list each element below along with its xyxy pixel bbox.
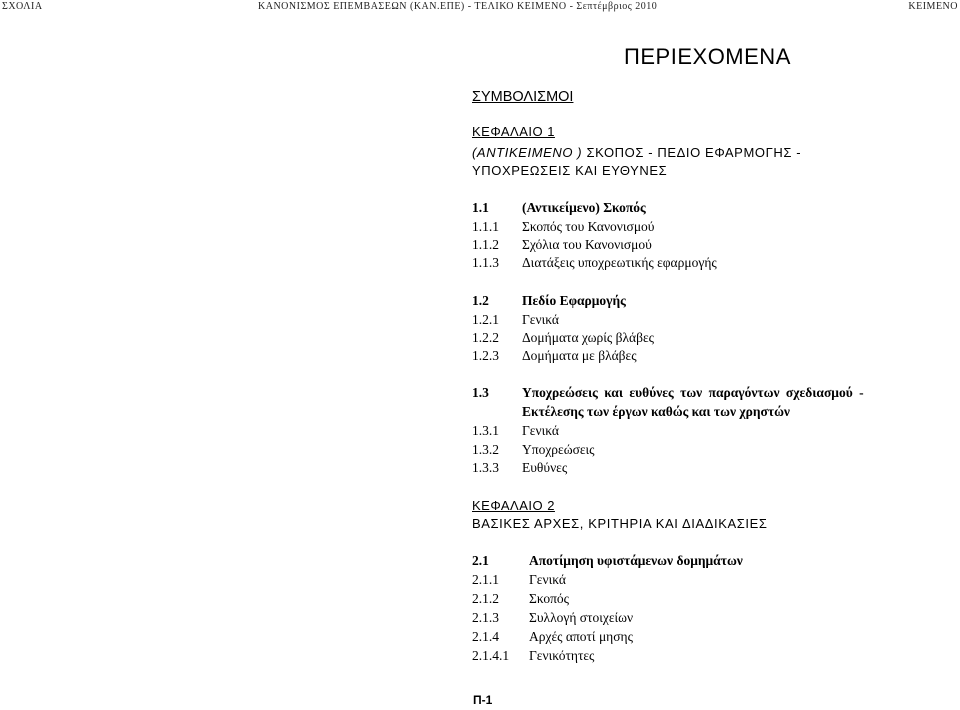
entry-number: 2.1.3 [472,610,499,625]
toc-symbols-link[interactable]: ΣΥΜΒΟΛΙΣΜΟΙ [472,89,574,105]
entry-number: 2.1 [472,553,489,568]
entry-title: Δομήματα με βλάβες [522,348,637,363]
entry-title: Γενικότητες [529,648,595,663]
entry-title: Διατάξεις υποχρεωτικής εφαρμογής [522,255,717,270]
entry-number: 1.3.1 [472,423,499,438]
entry-title: Γενικά [522,312,559,327]
page-title: ΠΕΡΙΕΧΟΜΕΝΑ [624,44,791,69]
page-number: Π-1 [473,693,493,707]
entry-title: Υποχρεώσεις και ευθύνες των παραγόντων σχεδιασμού - [522,385,864,400]
entry-number: 2.1.2 [472,591,499,606]
entry-title: Υποχρεώσεις [522,442,595,457]
entry-number: 1.2.1 [472,312,499,327]
entry-number: 1.2 [472,293,489,308]
chapter-2-label[interactable]: ΚΕΦΑΛΑΙΟ 2 [472,498,555,513]
entry-number: 1.2.2 [472,330,499,345]
entry-number: 1.2.3 [472,348,499,363]
entry-number: 1.3.3 [472,460,499,475]
entry-title: Σχόλια του Κανονισμού [522,237,652,252]
entry-title: Ευθύνες [522,460,568,475]
entry-title: Σκοπός του Κανονισμού [522,219,655,234]
entry-number: 1.1 [472,200,489,215]
entry-number: 1.1.2 [472,237,499,252]
entry-title: Πεδίο Εφαρμογής [522,293,626,308]
chapter-2-title: ΒΑΣΙΚΕΣ ΑΡΧΕΣ, ΚΡΙΤΗΡΙΑ ΚΑΙ ΔΙΑΔΙΚΑΣΙΕΣ [472,516,768,531]
entry-number: 2.1.4.1 [472,648,510,663]
entry-number: 1.1.1 [472,219,499,234]
entry-title: Σκοπός [529,591,570,606]
entry-number: 1.3 [472,385,489,400]
entry-title: Συλλογή στοιχείων [529,610,634,625]
entry-title: Δομήματα χωρίς βλάβες [522,330,654,345]
entry-number: 1.1.3 [472,255,499,270]
chapter-1-title-line-2: ΥΠΟΧΡΕΩΣΕΙΣ ΚΑΙ ΕΥΘΥΝΕΣ [472,163,668,178]
chapter-1-title-italic: (ΑΝΤΙΚΕΙΜΕΝΟ ) [472,145,583,160]
entry-title: Αποτίμηση υφιστάμενων δομημάτων [529,553,743,568]
toc-entry-1-3-title-cont: Εκτέλεσης των έργων καθώς και των χρηστών [522,404,790,419]
entry-title: Γενικά [522,423,559,438]
entry-title: Γενικά [529,572,566,587]
entry-number: 2.1.4 [472,629,499,644]
header-document-title: ΚΑΝΟΝΙΣΜΟΣ ΕΠΕΜΒΑΣΕΩΝ (ΚΑΝ.ΕΠΕ) - ΤΕΛΙΚΟ ΚΕΙΜΕΝΟ - Σεπτέμβριος 2010 [258,1,658,12]
entry-number: 1.3.2 [472,442,499,457]
chapter-1-label[interactable]: ΚΕΦΑΛΑΙΟ 1 [472,124,555,139]
entry-number: 2.1.1 [472,572,499,587]
entry-title: Αρχές αποτί μησης [529,629,633,644]
header-left-label: ΣΧΟΛΙΑ [2,1,43,12]
chapter-1-title-rest: ΣΚΟΠΟΣ - ΠΕΔΙΟ ΕΦΑΡΜΟΓΗΣ - [582,145,802,160]
header-right-label: ΚΕΙΜΕΝΟ [908,1,958,12]
entry-title: (Αντικείμενο) Σκοπός [522,200,646,215]
chapter-1-title-line-1 [472,145,801,160]
